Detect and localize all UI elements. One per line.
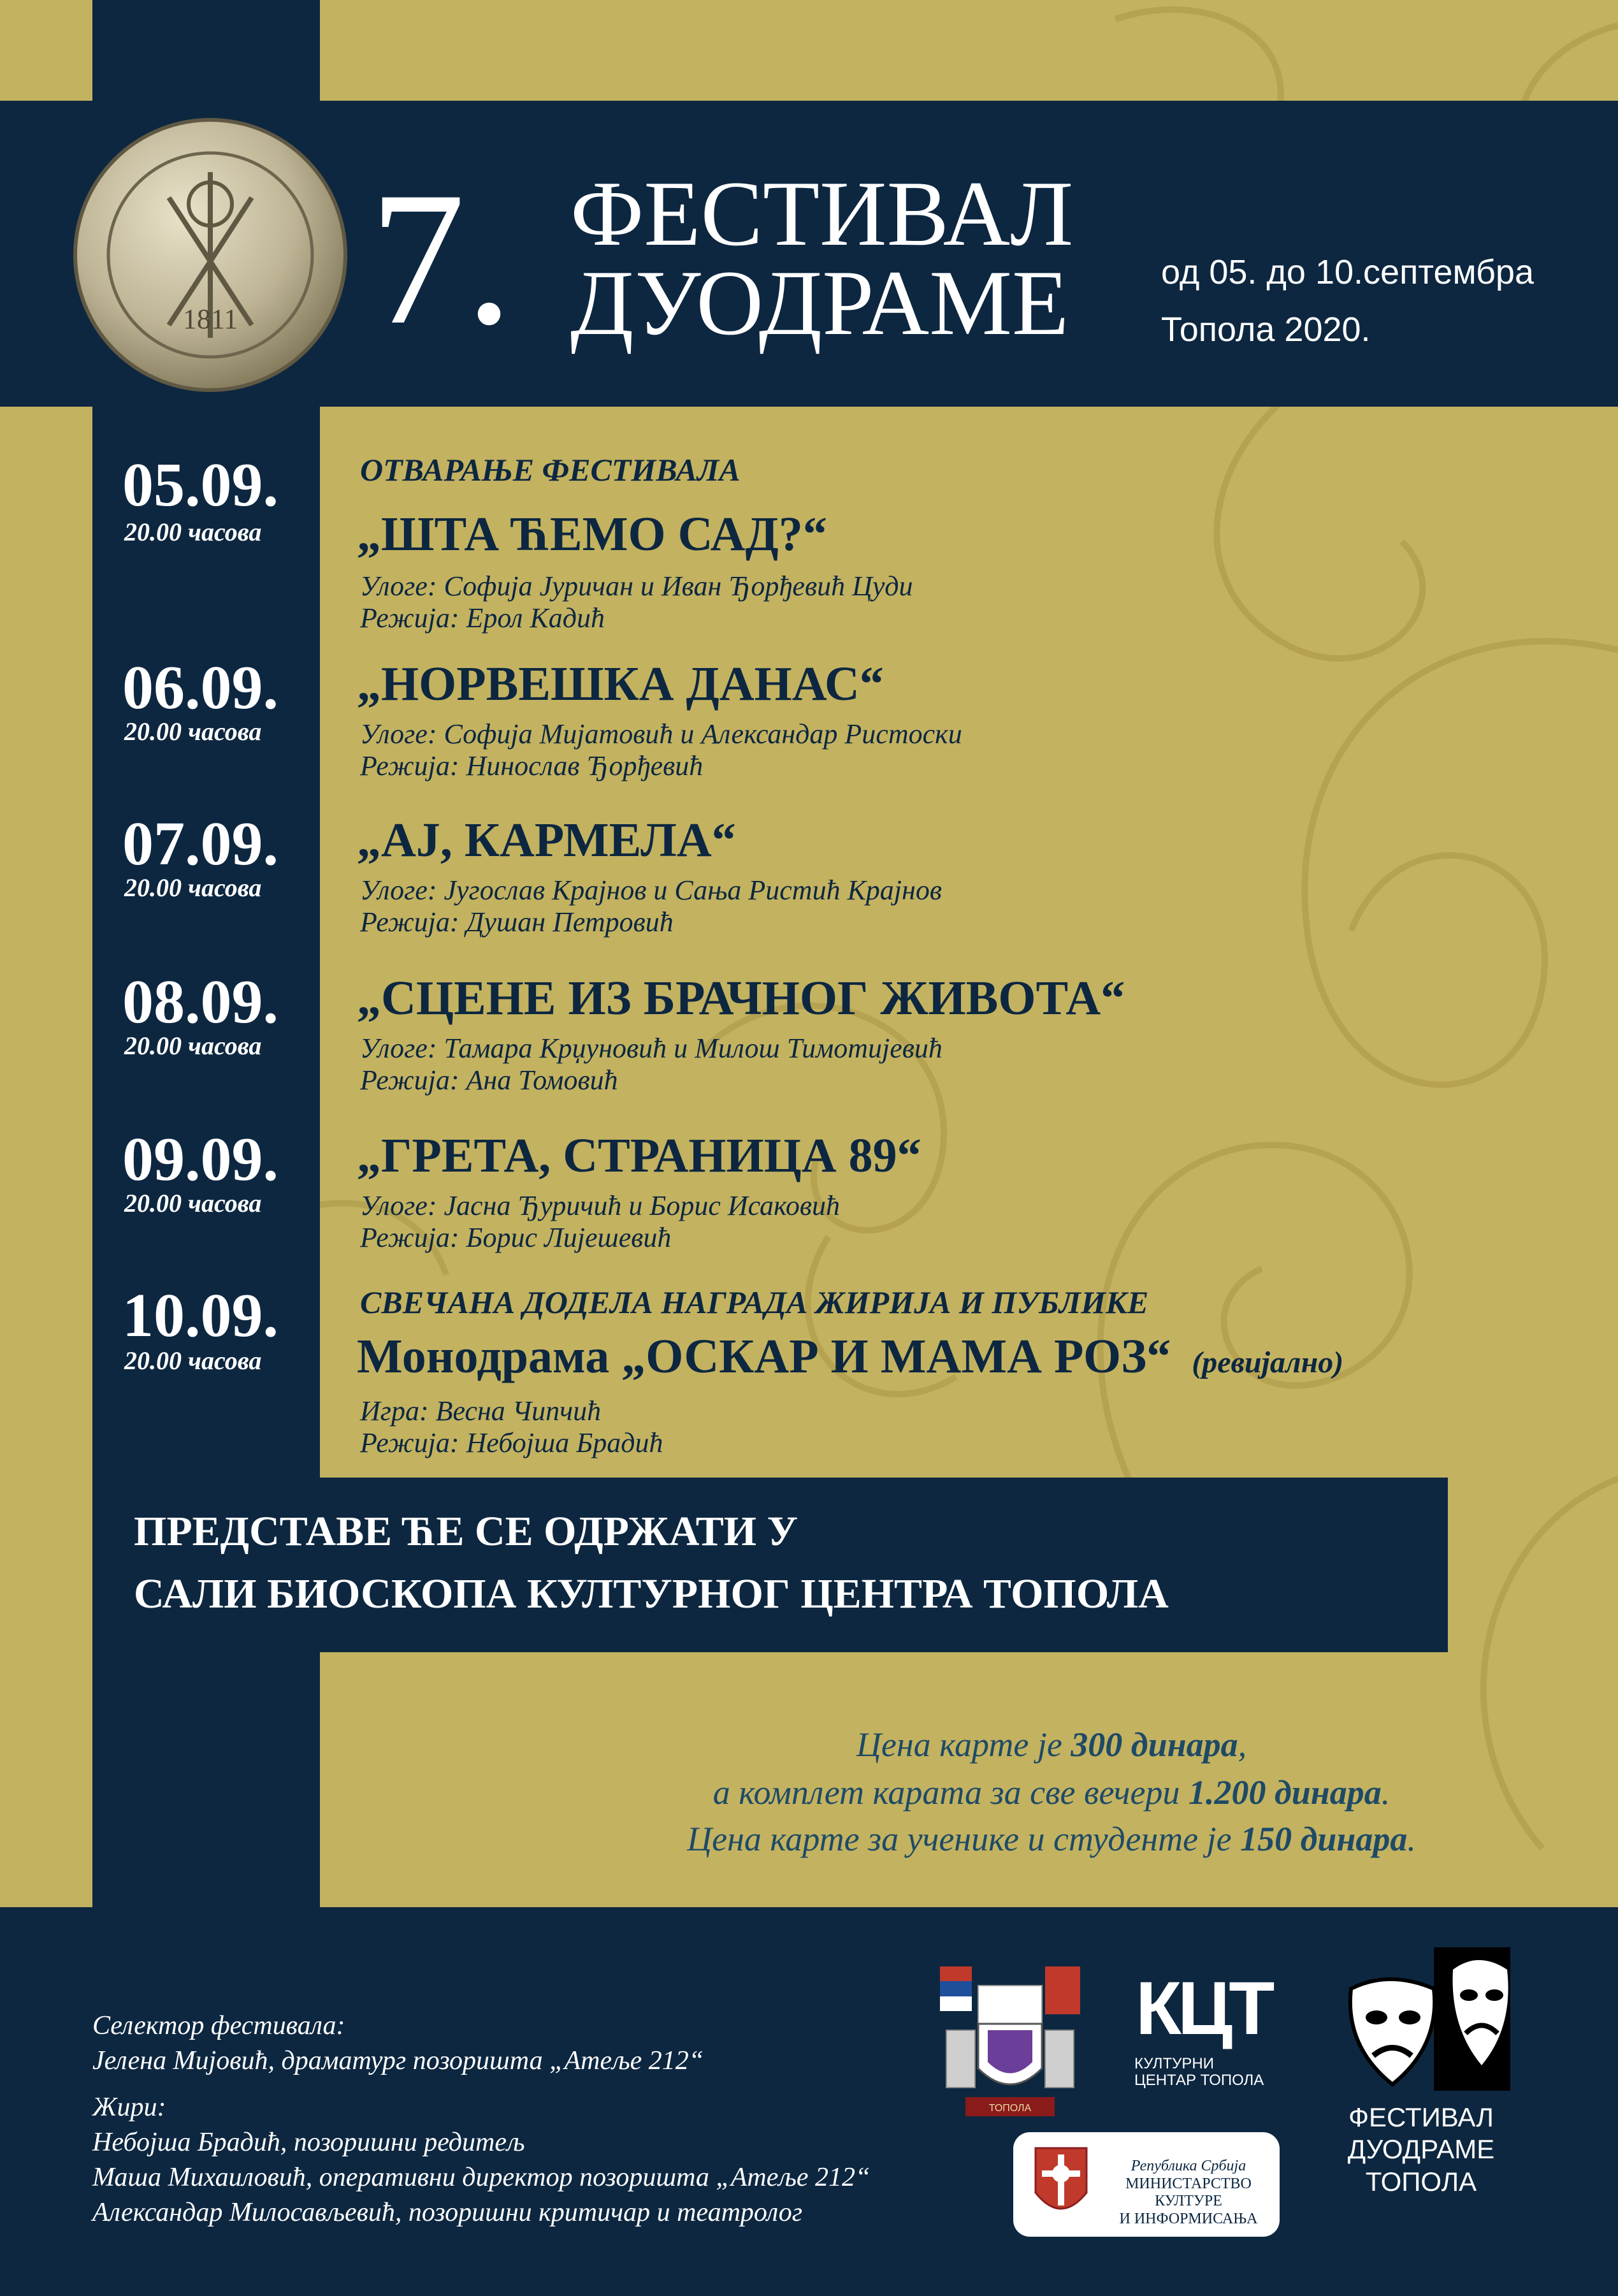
date-05-09: 05.09. [122, 451, 278, 520]
coin-year: 1811 [182, 303, 238, 335]
cast-07-09: Улоге: Југослав Крајнов и Сања Ристић Крајнов [360, 875, 942, 906]
director-06-09: Режија: Нинослав Ђорђевић [360, 750, 704, 781]
director-07-09: Режија: Душан Петровић [360, 906, 674, 938]
festival-place-year: Топола 2020. [1161, 310, 1371, 349]
play-title-08-09: „СЦЕНЕ ИЗ БРАЧНОГ ЖИВОТА“ [357, 971, 1125, 1025]
topola-crest-logo [934, 1960, 1087, 2126]
time-09-09: 20.00 часова [124, 1189, 262, 1217]
festival-logo-line-1: ФЕСТИВАЛ [1348, 2102, 1494, 2132]
play-title-09-09: „ГРЕТА, СТРАНИЦА 89“ [357, 1129, 921, 1182]
time-06-09: 20.00 часова [124, 717, 262, 746]
ministry-line-1: Република Србија [1130, 2158, 1246, 2174]
price-line-1-b: 300 динара [1071, 1726, 1238, 1764]
awards-label: СВЕЧАНА ДОДЕЛА НАГРАДА ЖИРИЈА И ПУБЛИКЕ [360, 1284, 1149, 1320]
price-line-2-a: а комплет карата за све вечери [712, 1773, 1188, 1812]
time-05-09: 20.00 часова [124, 518, 262, 546]
title-line-2: ДУОДРАМЕ [570, 251, 1069, 354]
kct-logo-subtitle: КУЛТУРНИ ЦЕНТАР ТОПОЛА [1134, 2055, 1264, 2089]
play-title-10-09-text: Монодрама „ОСКАР И МАМА РОЗ“ [357, 1330, 1171, 1383]
director-09-09: Режија: Борис Лијешевић [360, 1222, 672, 1253]
festival-dates: од 05. до 10.септембра [1161, 253, 1534, 291]
price-line-3-b: 150 динара [1240, 1820, 1408, 1858]
cast-09-09: Улоге: Јасна Ђуричић и Борис Исаковић [360, 1190, 841, 1221]
festival-masks-logo [1338, 1944, 1517, 2097]
price-line-1-c: , [1238, 1726, 1247, 1764]
serbia-coat-of-arms-icon [1023, 2142, 1099, 2228]
kct-logo: КЦТ [1136, 1966, 1271, 2051]
time-10-09: 20.00 часова [124, 1346, 262, 1375]
venue-line-2: САЛИ БИОСКОПА КУЛТУРНОГ ЦЕНТРА ТОПОЛА [134, 1571, 1169, 1617]
time-07-09: 20.00 часова [124, 873, 262, 902]
selector-label: Селектор фестивала: [92, 2011, 345, 2040]
date-07-09: 07.09. [122, 810, 278, 878]
date-10-09: 10.09. [122, 1281, 278, 1350]
price-line-2 [637, 1775, 1466, 1810]
time-08-09: 20.00 часова [124, 1031, 262, 1060]
play-note-10-09: (ревијално) [1192, 1346, 1344, 1379]
price-line-2-c: . [1381, 1773, 1390, 1812]
director-05-09: Режија: Ерол Кадић [360, 602, 605, 634]
crest-caption: ТОПОЛА [988, 2103, 1032, 2114]
jury-member-3: Александар Милосављевић, позоришни критичар и театролог [92, 2198, 803, 2227]
venue-line-1: ПРЕДСТАВЕ ЋЕ СЕ ОДРЖАТИ У [134, 1508, 798, 1555]
jury-member-2: Маша Михаиловић, оперативни директор позоришта „Атеље 212“ [92, 2163, 870, 2192]
festival-logo-line-2: ДУОДРАМЕ [1347, 2134, 1495, 2165]
play-title-05-09: „ШТА ЋЕМО САД?“ [357, 507, 827, 561]
price-line-1-a: Цена карте је [856, 1726, 1071, 1764]
cast-05-09: Улоге: Софија Јуричан и Иван Ђорђевић Цуди [360, 570, 913, 602]
coin-image [64, 108, 357, 402]
ministry-text [1109, 2158, 1268, 2228]
cast-06-09: Улоге: Софија Мијатовић и Александар Ристоски [360, 718, 962, 750]
date-09-09: 09.09. [122, 1125, 278, 1194]
ministry-line-2: МИНИСТАРСТВО КУЛТУРЕ [1125, 2175, 1252, 2210]
title-line-1: ФЕСТИВАЛ [570, 162, 1074, 265]
price-line-1 [637, 1727, 1466, 1762]
jury-member-1: Небојша Брадић, позоришни редитељ [92, 2128, 525, 2157]
festival-logo-text [1345, 2102, 1498, 2198]
cast-08-09: Улоге: Тамара Крџуновић и Милош Тимотијевић [360, 1033, 943, 1064]
selector-name: Јелена Мијовић, драматург позоришта „Атеље 212“ [92, 2046, 704, 2075]
opening-label: ОТВАРАЊЕ ФЕСТИВАЛА [360, 452, 740, 488]
play-title-07-09: „АЈ, КАРМЕЛА“ [357, 813, 736, 867]
play-title-06-09: „НОРВЕШКА ДАНАС“ [357, 657, 884, 711]
play-title-10-09 [357, 1332, 1343, 1381]
price-line-2-b: 1.200 динара [1188, 1773, 1382, 1812]
festival-logo-line-3: ТОПОЛА [1365, 2166, 1477, 2197]
date-08-09: 08.09. [122, 968, 278, 1036]
cast-10-09: Игра: Весна Чипчић [360, 1395, 602, 1427]
ministry-line-3: И ИНФОРМИСАЊА [1119, 2210, 1258, 2227]
venue-band [92, 1478, 1448, 1652]
director-08-09: Режија: Ана Томовић [360, 1064, 618, 1096]
date-06-09: 06.09. [122, 653, 278, 722]
price-line-3 [637, 1822, 1466, 1856]
festival-number: 7. [370, 152, 513, 364]
director-10-09: Режија: Небојша Брадић [360, 1427, 663, 1458]
jury-label: Жири: [92, 2093, 166, 2122]
price-line-3-a: Цена карте за ученике и студенте је [687, 1820, 1241, 1858]
price-line-3-c: . [1407, 1820, 1416, 1858]
